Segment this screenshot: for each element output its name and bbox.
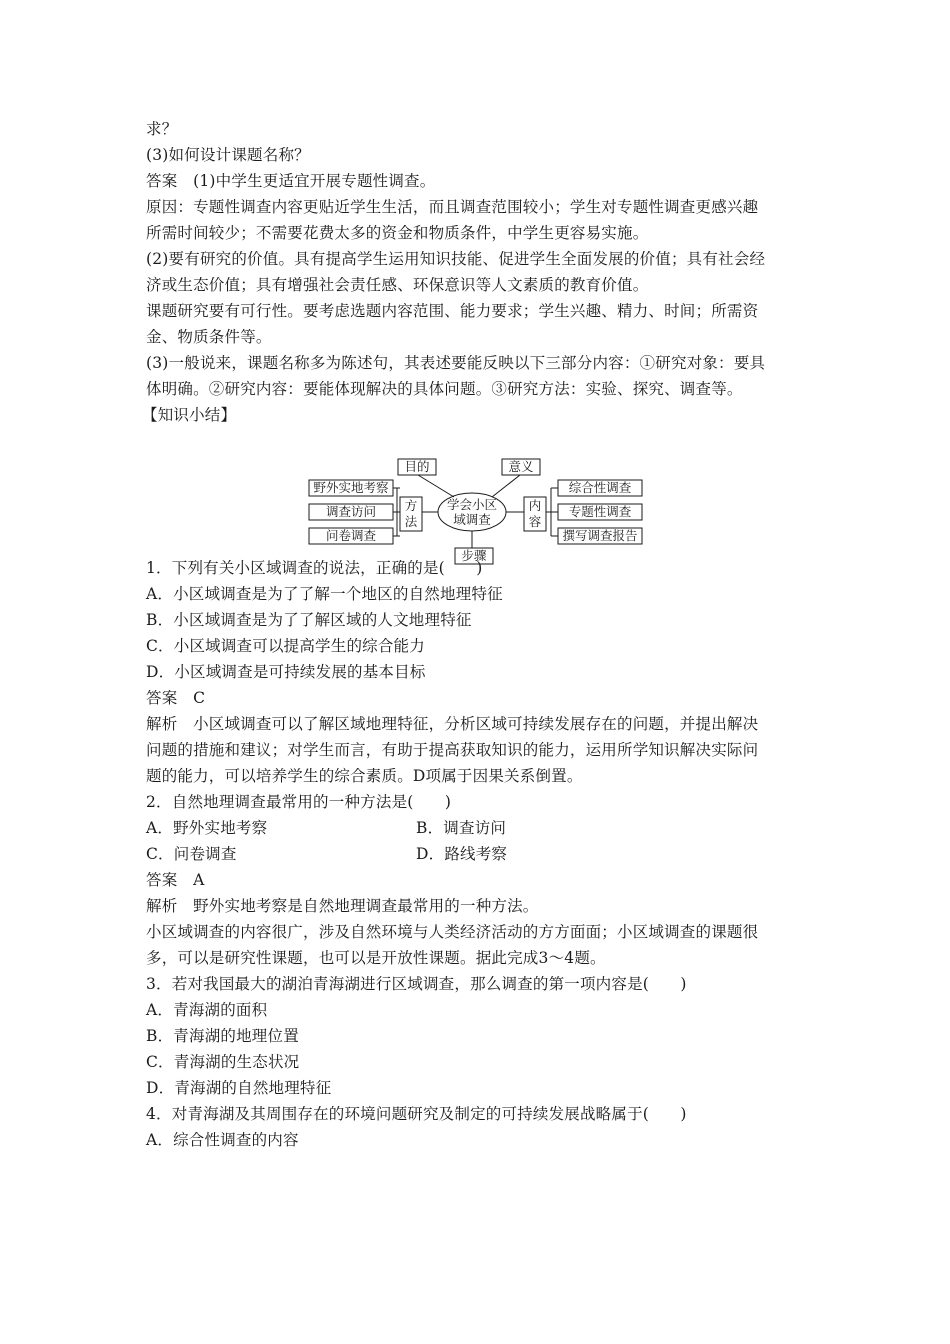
diagram-box-purpose: 目的 xyxy=(404,459,430,474)
option: A．综合性调查的内容 xyxy=(146,1131,299,1149)
text-line: 答案 (1)中学生更适宜开展专题性调查。 xyxy=(146,172,436,190)
diagram-method-item: 调查访问 xyxy=(325,504,376,519)
knowledge-diagram xyxy=(306,456,646,568)
diagram-content-item: 专题性调查 xyxy=(568,504,632,519)
diagram-content-item: 综合性调查 xyxy=(568,480,632,495)
section-heading: 【知识小结】 xyxy=(142,406,237,424)
question-stem: 3．若对我国最大的湖泊青海湖进行区域调查，那么调查的第一项内容是( ) xyxy=(146,975,687,993)
analysis-line: 题的能力，可以培养学生的综合素质。D项属于因果关系倒置。 xyxy=(146,767,583,785)
text-line: (3)一般说来，课题名称多为陈述句，其表述要能反映以下三部分内容：①研究对象：要具 xyxy=(146,354,766,372)
option: A．野外实地考察 xyxy=(146,819,268,837)
text-line: 多，可以是研究性课题，也可以是开放性课题。据此完成3～4题。 xyxy=(146,949,606,967)
question-3 xyxy=(146,971,810,1101)
option: A．小区域调查是为了了解一个地区的自然地理特征 xyxy=(146,585,503,603)
text-line: 原因：专题性调查内容更贴近学生生活，而且调查范围较小；学生对专题性调查更感兴趣 xyxy=(146,198,759,216)
question-stem: 4．对青海湖及其周围存在的环境问题研究及制定的可持续发展战略属于( ) xyxy=(146,1105,687,1123)
text-line: 金、物质条件等。 xyxy=(146,328,272,346)
answer: 答案 C xyxy=(146,689,206,707)
diagram-center-line1: 学会小区 xyxy=(446,497,497,512)
option: C．问卷调查 xyxy=(146,845,237,863)
text-line: 体明确。②研究内容：要能体现解决的具体问题。③研究方法：实验、探究、调查等。 xyxy=(146,380,743,398)
diagram-method-label-1: 方 xyxy=(404,498,418,513)
text-line: 所需时间较少；不需要花费太多的资金和物质条件，中学生更容易实施。 xyxy=(146,224,649,242)
analysis-line: 问题的措施和建议；对学生而言，有助于提高获取知识的能力，运用所学知识解决实际问 xyxy=(146,741,759,759)
option: D．路线考察 xyxy=(416,845,508,863)
text-line: (2)要有研究的价值。具有提高学生运用知识技能、促进学生全面发展的价值；具有社会经 xyxy=(146,250,766,268)
question-2 xyxy=(146,789,810,919)
text-line: 济或生态价值；具有增强社会责任感、环保意识等人文素质的教育价值。 xyxy=(146,276,649,294)
diagram-method-label-2: 法 xyxy=(404,514,418,529)
text-line: 求？ xyxy=(146,120,178,138)
diagram-center-line2: 域调查 xyxy=(453,512,491,527)
text-line: 课题研究要有可行性。要考虑选题内容范围、能力要求；学生兴趣、精力、时间；所需资 xyxy=(146,302,759,320)
question-1 xyxy=(146,555,810,789)
option: B．小区域调查是为了了解区域的人文地理特征 xyxy=(146,611,472,629)
document-page xyxy=(142,116,810,1153)
option: C．青海湖的生态状况 xyxy=(146,1053,300,1071)
option: D．青海湖的自然地理特征 xyxy=(146,1079,332,1097)
option: D．小区域调查是可持续发展的基本目标 xyxy=(146,663,426,681)
answer: 答案 A xyxy=(146,871,205,889)
diagram-box-steps: 步骤 xyxy=(461,548,487,563)
question-stem: 1．下列有关小区域调查的说法，正确的是( ) xyxy=(146,559,483,577)
option-row xyxy=(146,815,810,841)
option-row xyxy=(146,841,810,867)
option: B．调查访问 xyxy=(416,819,507,837)
analysis-line: 解析 小区域调查可以了解区域地理特征，分析区域可持续发展存在的问题，并提出解决 xyxy=(146,715,759,733)
question-stem: 2．自然地理调查最常用的一种方法是( ) xyxy=(146,793,452,811)
text-line: 小区域调查的内容很广，涉及自然环境与人类经济活动的方方面面；小区域调查的课题很 xyxy=(146,923,759,941)
option: B．青海湖的地理位置 xyxy=(146,1027,299,1045)
diagram-content-label-2: 容 xyxy=(528,514,542,529)
diagram-box-significance: 意义 xyxy=(508,459,534,474)
diagram-content-label-1: 内 xyxy=(528,498,542,513)
question-4 xyxy=(146,1101,810,1153)
diagram-content-item: 撰写调查报告 xyxy=(562,528,638,543)
analysis-line: 解析 野外实地考察是自然地理调查最常用的一种方法。 xyxy=(146,897,539,915)
option: C．小区域调查可以提高学生的综合能力 xyxy=(146,637,425,655)
diagram-method-item: 野外实地考察 xyxy=(313,480,389,495)
intro-paragraph xyxy=(146,919,810,971)
text-line: (3)如何设计课题名称？ xyxy=(146,146,310,164)
option: A．青海湖的面积 xyxy=(146,1001,268,1019)
diagram-method-item: 问卷调查 xyxy=(325,528,376,543)
top-section xyxy=(142,116,810,428)
